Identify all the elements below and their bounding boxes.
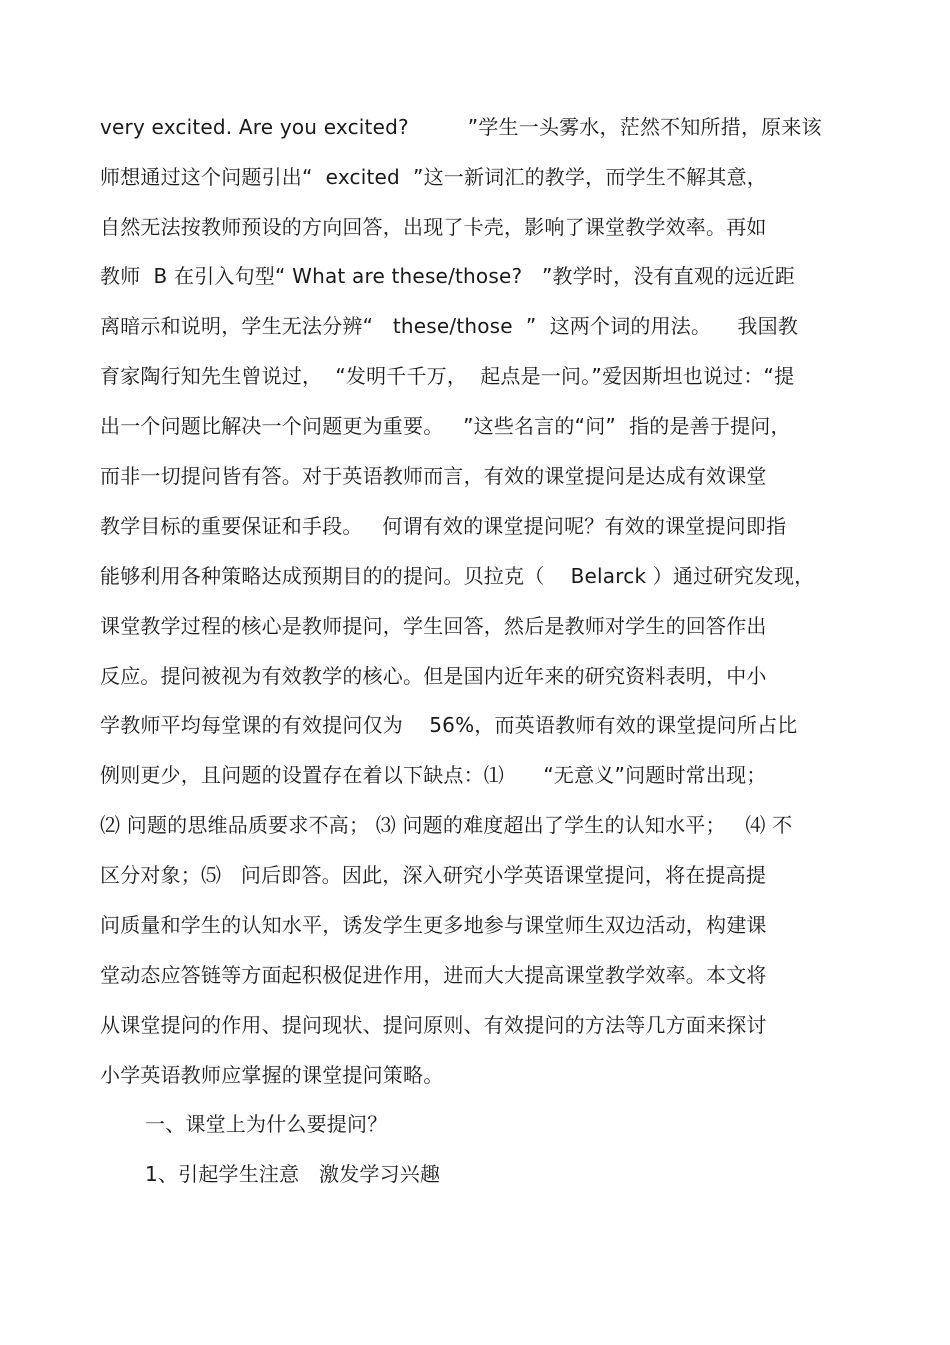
paragraph-line-14: 例则更少，且问题的设置存在着以下缺点：⑴ “无意义”问题时常出现； (100, 763, 767, 787)
paragraph-line-11: 课堂教学过程的核心是教师提问，学生回答，然后是教师对学生的回答作出 (100, 614, 767, 638)
subsection-heading: 1、引起学生注意 激发学习兴趣 (145, 1162, 441, 1186)
paragraph-line-8: 而非一切提问皆有答。对于英语教师而言，有效的课堂提问是达成有效课堂 (100, 464, 767, 488)
paragraph-line-19: 从课堂提问的作用、提问现状、提问原则、有效提问的方法等几方面来探讨 (100, 1013, 767, 1037)
paragraph-line-5: 离暗示和说明，学生无法分辨“ these/those ” 这两个词的用法。 我国教 (100, 314, 799, 338)
paragraph-line-10: 能够利用各种策略达成预期目的的提问。贝拉克（ Belarck ）通过研究发现， (100, 564, 815, 588)
paragraph-line-7: 出一个问题比解决一个问题更为重要。 ”这些名言的“问” 指的是善于提问， (100, 414, 791, 438)
paragraph-line-16: 区分对象；⑸ 问后即答。因此，深入研究小学英语课堂提问，将在提高提 (100, 863, 767, 887)
paragraph-line-17: 问质量和学生的认知水平，诱发学生更多地参与课堂师生双边活动，构建课 (100, 913, 767, 937)
paragraph-line-4: 教师 B 在引入句型“ What are these/those? ”教学时，没有直观的远近距 (100, 264, 795, 288)
paragraph-line-13: 学教师平均每堂课的有效提问仅为 56%，而英语教师有效的课堂提问所占比 (100, 713, 798, 737)
paragraph-line-18: 堂动态应答链等方面起积极促进作用，进而大大提高课堂教学效率。本文将 (100, 963, 767, 987)
paragraph-line-12: 反应。提问被视为有效教学的核心。但是国内近年来的研究资料表明，中小 (100, 664, 767, 688)
paragraph-line-3: 自然无法按教师预设的方向回答，出现了卡壳，影响了课堂教学效率。再如 (100, 215, 767, 239)
section-heading: 一、课堂上为什么要提问？ (145, 1112, 388, 1136)
paragraph-line-6: 育家陶行知先生曾说过， “发明千千万， 起点是一问。”爱因斯坦也说过：“提 (100, 364, 795, 388)
paragraph-line-9: 教学目标的重要保证和手段。 何谓有效的课堂提问呢？有效的课堂提问即指 (100, 514, 787, 538)
paragraph-line-1: very excited. Are you excited? ”学生一头雾水，茫然不知所措，原来该 (100, 115, 822, 139)
paragraph-line-20: 小学英语教师应掌握的课堂提问策略。 (100, 1063, 444, 1087)
paragraph-line-15: ⑵ 问题的思维品质要求不高； ⑶ 问题的难度超出了学生的认知水平； ⑷ 不 (100, 813, 793, 837)
paragraph-line-2: 师想通过这个问题引出“ excited ”这一新词汇的教学，而学生不解其意， (100, 165, 767, 189)
